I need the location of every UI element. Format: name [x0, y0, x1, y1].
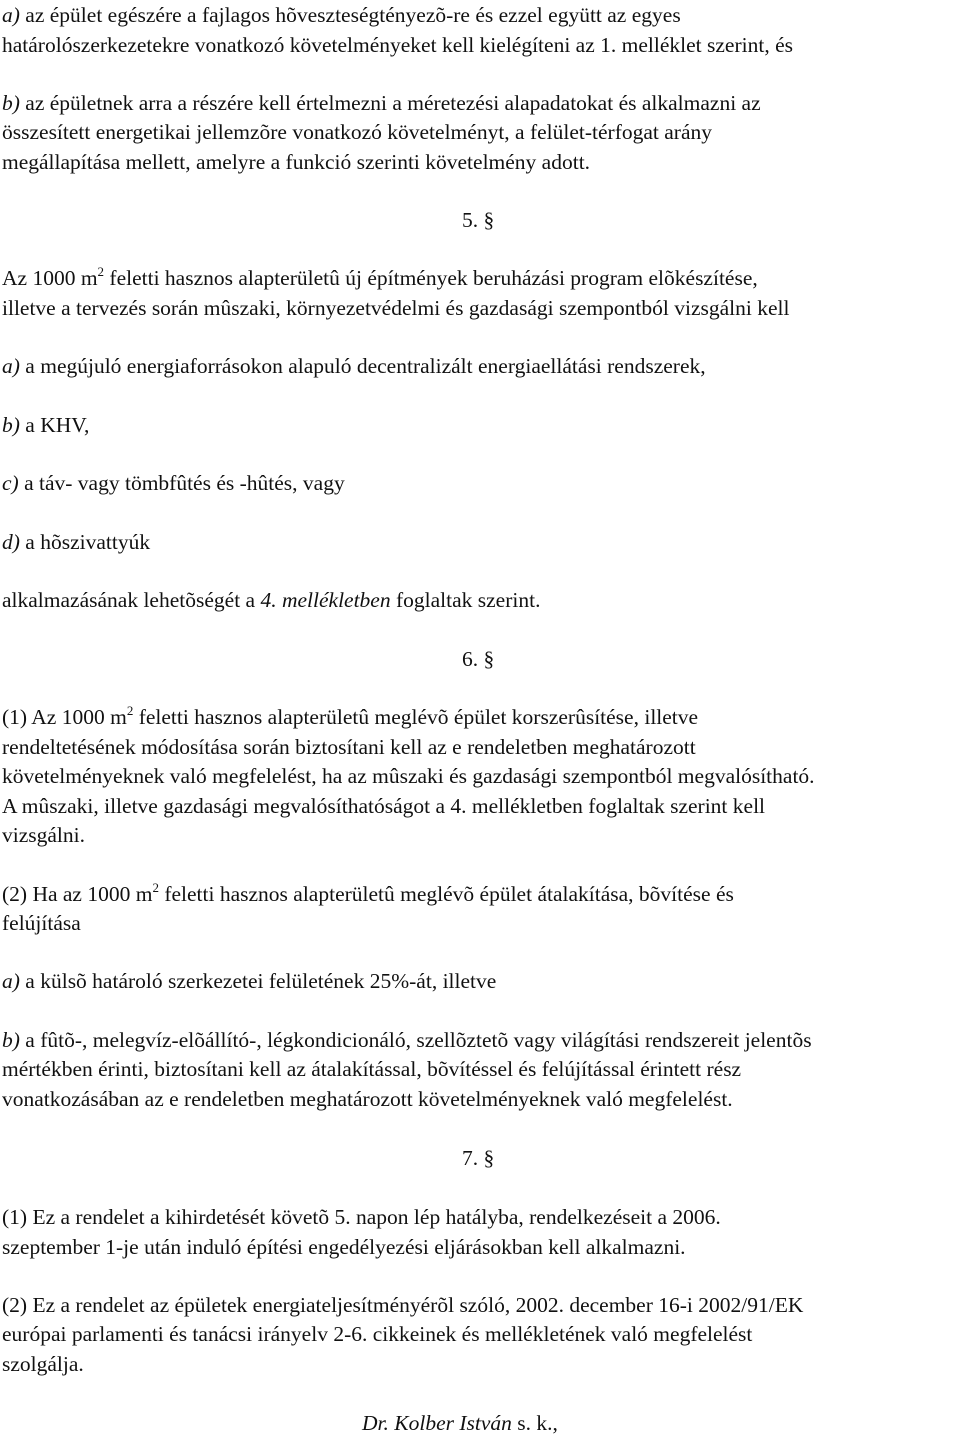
para-b-line-3: megállapítása mellett, amelyre a funkció szerinti követelmény adott.: [2, 150, 591, 174]
section-6-list-item-b-line-1: b) a fûtõ-, melegvíz-elõállító-, légkondicionáló, szellõztetõ vagy világítási rendszereit jelentõs: [2, 1028, 812, 1052]
para-b-line-2: összesített energetikai jellemzõre vonatkozó követelményt, a felület-térfogat arány: [2, 120, 713, 144]
section-6-list-item-b-line-2: mértékben érinti, biztosítani kell az átalakítással, bõvítéssel és felújítással érintett rész: [2, 1057, 742, 1081]
list-item-a: a) a megújuló energiaforrásokon alapuló decentralizált energiaellátási rendszerek,: [2, 354, 706, 378]
list-label: b): [2, 413, 20, 437]
section-6-para-1-line-4: A mûszaki, illetve gazdasági megvalósíthatóságot a 4. mellékletben foglaltak szerint kell: [2, 794, 766, 818]
list-item-d: d) a hõszivattyúk: [2, 530, 151, 554]
section-6-para-2-line-1: (2) Ha az 1000 $m^2$ feletti hasznos alapterületû meglévõ épület átalakítása, bõvítése és: [2, 879, 734, 906]
list-label: a): [2, 969, 20, 993]
section-7-para-2-line-3: szolgálja.: [2, 1352, 84, 1376]
section-7-para-2-line-1: (2) Ez a rendelet az épületek energiateljesítményérõl szóló, 2002. december 16-i 2002/91/EK: [2, 1293, 804, 1317]
list-label: a): [2, 354, 20, 378]
superscript: 2: [97, 263, 105, 279]
section-heading-6: 6. §: [462, 647, 495, 671]
section-7-para-2-line-2: európai parlamenti és tanácsi irányelv 2-6. cikkeinek és mellékletének való megfelelést: [2, 1322, 753, 1346]
section-5-intro-line-2: illetve a tervezés során mûszaki, környezetvédelmi és gazdasági szempontból vizsgálni kell: [2, 296, 790, 320]
section-6-para-1-line-1: (1) Az 1000 $m^2$ feletti hasznos alapterületû meglévõ épület korszerûsítése, illetve: [2, 702, 699, 729]
section-6-para-1-line-3: követelményeknek való megfelelést, ha az mûszaki és gazdasági szempontból megvalósítható.: [2, 764, 815, 788]
list-label: a): [2, 3, 20, 27]
list-label: b): [2, 1028, 20, 1052]
section-heading-5: 5. §: [462, 208, 495, 232]
section-heading-7: 7. §: [462, 1146, 495, 1170]
section-6-para-1-line-2: rendeltetésének módosítása során biztosítani kell az e rendeletben meghatározott: [2, 735, 696, 759]
section-5-closing: alkalmazásának lehetõségét a 4. mellékletben foglaltak szerint.: [2, 588, 541, 612]
para-a-line-1: a) az épület egészére a fajlagos hõveszteségtényezõ-re és ezzel együtt az egyes: [2, 3, 681, 27]
list-label: b): [2, 91, 20, 115]
para-b-line-1: b) az épületnek arra a részére kell értelmezni a méretezési alapadatokat és alkalmazni az: [2, 91, 761, 115]
list-item-b: b) a KHV,: [2, 413, 90, 437]
signature: Dr. Kolber István s. k.,: [362, 1411, 558, 1435]
list-item-c: c) a táv- vagy tömbfûtés és -hûtés, vagy: [2, 471, 345, 495]
para-a-line-2: határolószerkezetekre vonatkozó követelményeket kell kielégíteni az 1. melléklet szerint, és: [2, 33, 793, 57]
annex-reference: 4. mellékletben: [260, 588, 391, 612]
section-6-list-item-b-line-3: vonatkozásában az e rendeletben meghatározott követelményeknek való megfelelést.: [2, 1087, 733, 1111]
signatory-name: Dr. Kolber István: [362, 1411, 512, 1435]
section-7-para-1-line-2: szeptember 1-je után induló építési engedélyezési eljárásokban kell alkalmazni.: [2, 1235, 686, 1259]
superscript: 2: [126, 702, 134, 718]
list-label: c): [2, 471, 19, 495]
superscript: 2: [152, 879, 159, 895]
section-6-list-item-a: a) a külsõ határoló szerkezetei felületének 25%-át, illetve: [2, 969, 497, 993]
section-6-para-1-line-5: vizsgálni.: [2, 823, 85, 847]
section-5-intro-line-1: Az 1000 $m^2$ feletti hasznos alapterületû új építmények beruházási program elõkészítése,: [2, 263, 758, 290]
section-6-para-2-line-2: felújítása: [2, 911, 81, 935]
section-7-para-1-line-1: (1) Ez a rendelet a kihirdetését követõ 5. napon lép hatályba, rendelkezéseit a 2006.: [2, 1205, 721, 1229]
list-label: d): [2, 530, 20, 554]
